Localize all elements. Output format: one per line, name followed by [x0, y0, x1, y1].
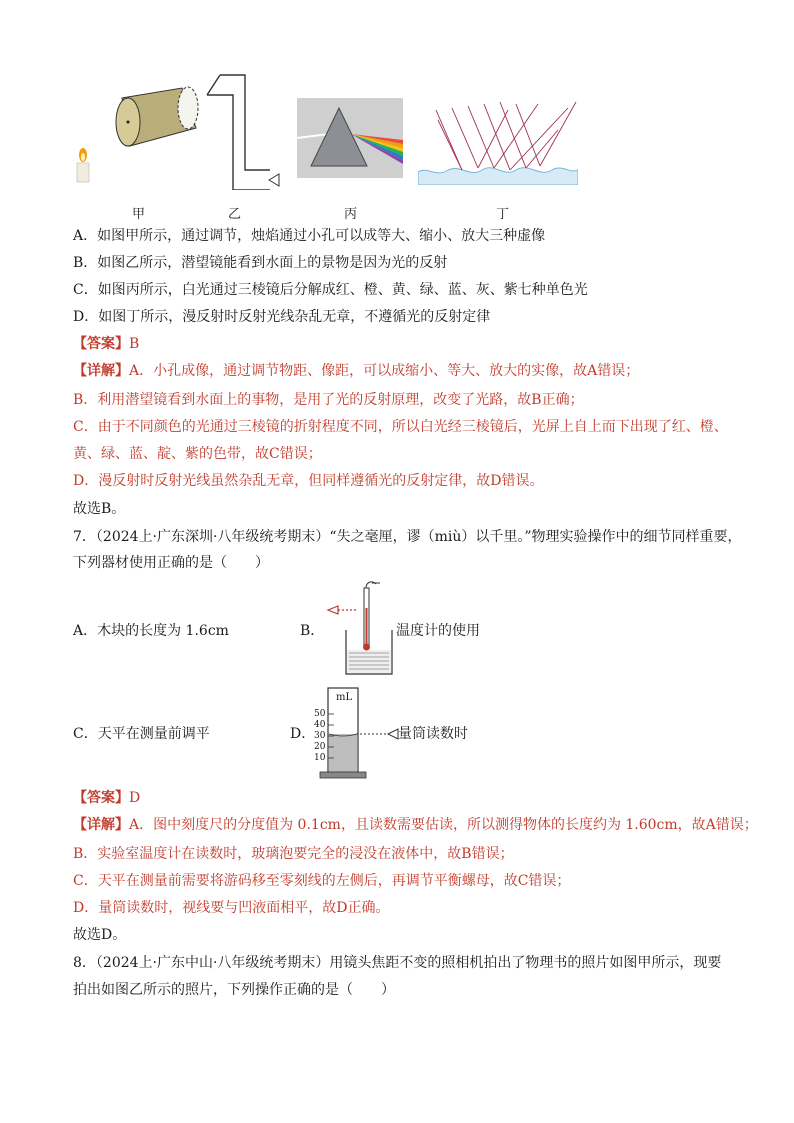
tick-20: 20 — [314, 742, 326, 752]
q7-detail-line-1 — [73, 815, 758, 835]
q7-option-a: A．木块的长度为 1.6cm — [73, 623, 229, 639]
q6-detail-line-3: C．由于不同颜色的光通过三棱镜的折射程度不同，所以白光经三棱镜后，光屏上自上而下出现了红、橙、 — [73, 419, 728, 435]
tick-40: 40 — [314, 720, 326, 730]
q7-option-b-letter: B． — [300, 623, 325, 639]
detail-text: A．小孔成像，通过调节物距、像距，可以成缩小、等大、放大的实像，故A错误； — [129, 363, 640, 379]
q6-answer — [73, 334, 139, 354]
pinhole-cylinder — [116, 87, 198, 146]
q7-option-c: C．天平在测量前调平 — [73, 726, 210, 742]
q7-answer — [73, 788, 140, 808]
eye-icon — [328, 606, 356, 614]
q6-detail-line-1 — [73, 361, 639, 381]
q8-stem-line-2: 拍出如图乙所示的照片，下列操作正确的是（ ） — [73, 982, 395, 998]
thermometer — [363, 582, 380, 651]
eye-icon — [388, 729, 398, 739]
q7-detail-line-4: D．量筒读数时，视线要与凹液面相平，故D正确。 — [73, 900, 390, 916]
q6-detail-line-4: 黄、绿、蓝、靛、紫的色带，故C错误； — [73, 446, 322, 462]
prism-svg — [297, 98, 403, 178]
caption-bing: 丙 — [344, 207, 358, 222]
q6-conclusion: 故选B。 — [73, 501, 126, 517]
figure-bing-prism — [297, 98, 403, 178]
q6-option-a: A．如图甲所示，通过调节，烛焰通过小孔可以成等大、缩小、放大三种虚像 — [73, 228, 546, 244]
answer-value: D — [129, 790, 141, 806]
q6-option-c: C．如图丙所示，白光通过三棱镜后分解成红、橙、黄、绿、蓝、灰、紫七种单色光 — [73, 282, 588, 298]
tick-50: 50 — [314, 709, 326, 719]
candle-icon — [77, 148, 89, 182]
q7-conclusion: 故选D。 — [73, 927, 127, 943]
light-rays — [436, 102, 576, 170]
caption-ding: 丁 — [496, 207, 510, 222]
q7-detail-line-3: C．天平在测量前需要将游码移至零刻线的左侧后，再调节平衡螺母，故C错误； — [73, 873, 571, 889]
q7-stem-line-2: 下列器材使用正确的是（ ） — [73, 555, 269, 571]
tick-30: 30 — [314, 731, 326, 741]
cylinder-unit: mL — [336, 692, 353, 703]
q6-option-d: D．如图丁所示，漫反射时反射光线杂乱无章，不遵循光的反射定律 — [73, 309, 491, 325]
q7-option-d-letter: D． — [290, 726, 316, 742]
q7-option-b-label: 温度计的使用 — [396, 623, 480, 639]
detail-label: 【详解】 — [73, 363, 129, 379]
q6-detail-line-2: B．利用潜望镜看到水面上的事物，是用了光的反射原理，改变了光路，故B正确； — [73, 392, 584, 408]
figure-ding-diffuse-reflection — [418, 100, 578, 185]
eye-icon — [269, 174, 279, 186]
tick-10: 10 — [314, 753, 326, 763]
sight-line — [356, 726, 400, 740]
q7-option-d-label: 量筒读数时 — [398, 726, 468, 742]
q8-stem-line-1: 8．（2024上·广东中山·八年级统考期末）用镜头焦距不变的照相机拍出了物理书的照片如图甲所示，现要 — [73, 955, 722, 971]
q7-stem-line-1: 7．（2024上·广东深圳·八年级统考期末）“失之毫厘，谬（miù）以千里。”物理实验操作中的细节同样重要， — [73, 529, 742, 545]
answer-label: 【答案】 — [73, 336, 129, 352]
q6-option-b: B．如图乙所示，潜望镜能看到水面上的景物是因为光的反射 — [73, 255, 448, 271]
thermometer-beaker-figure — [320, 578, 400, 678]
q7-detail-line-2: B．实验室温度计在读数时，玻璃泡要完全的浸没在液体中，故B错误； — [73, 846, 514, 862]
q6-detail-line-5: D．漫反射时反射光线虽然杂乱无章，但同样遵循光的反射定律，故D错误。 — [73, 473, 544, 489]
figure-jia-pinhole-camera — [70, 78, 210, 188]
caption-jia: 甲 — [132, 207, 146, 222]
caption-yi: 乙 — [228, 207, 242, 222]
answer-value: B — [129, 336, 140, 352]
periscope-tube — [207, 75, 270, 190]
answer-label: 【答案】 — [73, 790, 129, 806]
detail-label: 【详解】 — [73, 817, 129, 833]
detail-text: A．图中刻度尺的分度值为 0.1cm，且读数需要估读，所以测得物体的长度约为 1.60cm，故A错误； — [129, 817, 758, 833]
figure-yi-periscope — [205, 70, 285, 190]
